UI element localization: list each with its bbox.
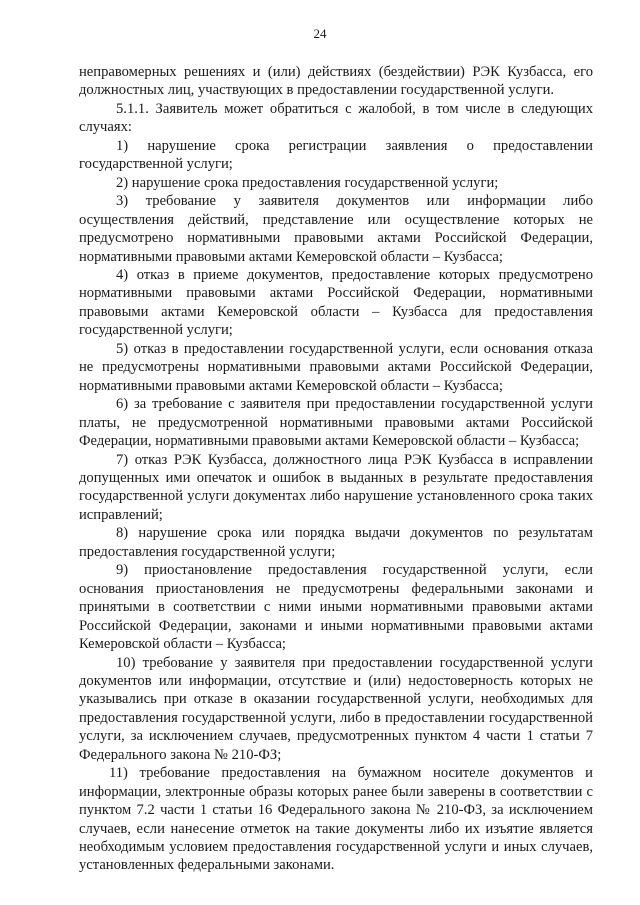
list-item-5: 5) отказ в предоставлении государственной услуги, если основания отказа не предусмотрены нормативными правовыми актами Российской Федерации, нормативными правовыми актами Кемеровской области – Кузбасса; (79, 340, 593, 394)
page-number: 24 (313, 26, 327, 41)
list-item-2: 2) нарушение срока предоставления государственной услуги; (116, 174, 499, 191)
list-item-3: 3) требование у заявителя документов или информации либо осуществления действий, представление или осуществление которых не предусмотрено нормативными правовыми актами Российской Федерации, нормативными правовыми актами Кемеровской области – Кузбасса; (79, 193, 593, 265)
list-item-10: 10) требование у заявителя при предоставлении государственной услуги документов или информации, отсутствие и (или) недостоверность которых не указывались при отказе в оказании государственной услуги, необходимых для предоставления государственной услуги, либо в предоставлении государственной услуги, за исключением случаев, предусмотренных пунктом 4 части 1 статьи 7 Федерального закона № 210-ФЗ; (79, 654, 593, 763)
list-item-4: 4) отказ в приеме документов, предоставление которых предусмотрено нормативными правовыми актами Российской Федерации, нормативными правовыми актами Кемеровской области – Кузбасса для предоставления государственной услуги; (79, 266, 593, 339)
list-item-1: 1) нарушение срока регистрации заявления о предоставлении государственной услуги; (79, 137, 593, 173)
list-item-6: 6) за требование с заявителя при предоставлении государственной услуги платы, не предусмотренной нормативными правовыми актами Российской Федерации, нормативными правовыми актами Кемеровской области – Кузбасса; (79, 396, 593, 450)
paragraph-5-1-1: 5.1.1. Заявитель может обратиться с жалобой, в том числе в следующих случаях: (79, 100, 593, 136)
list-item-11: 11) требование предоставления на бумажном носителе документов и информации, электронные образы которых ранее были заверены в соответствии с пунктом 7.2 части 1 статьи 16 Федерального закона № 210-ФЗ, за исключением случаев, если нанесение отметок на такие документы либо их изъятие является необходимым условием предоставления государственной услуги и иных случаев, установленных федеральными законами. (79, 765, 593, 874)
list-item-7: 7) отказ РЭК Кузбасса, должностного лица РЭК Кузбасса в исправлении допущенных ими опечаток и ошибок в выданных в результате предоставления государственной услуги документах либо нарушение установленного срока таких исправлений; (79, 451, 593, 523)
list-item-9: 9) приостановление предоставления государственной услуги, если основания приостановления не предусмотрены федеральными законами и принятыми в соответствии с ними иными нормативными правовыми актами Российской Федерации, законами и иными нормативными правовыми актами Кемеровской области – Кузбасса; (79, 562, 593, 653)
document-body (79, 63, 593, 875)
list-item-8: 8) нарушение срока или порядка выдачи документов по результатам предоставления государственной услуги; (79, 525, 593, 560)
paragraph-continuation: неправомерных решениях и (или) действиях (бездействии) РЭК Кузбасса, его должностных лиц, участвующих в предоставлении государственной услуги. (79, 64, 593, 99)
